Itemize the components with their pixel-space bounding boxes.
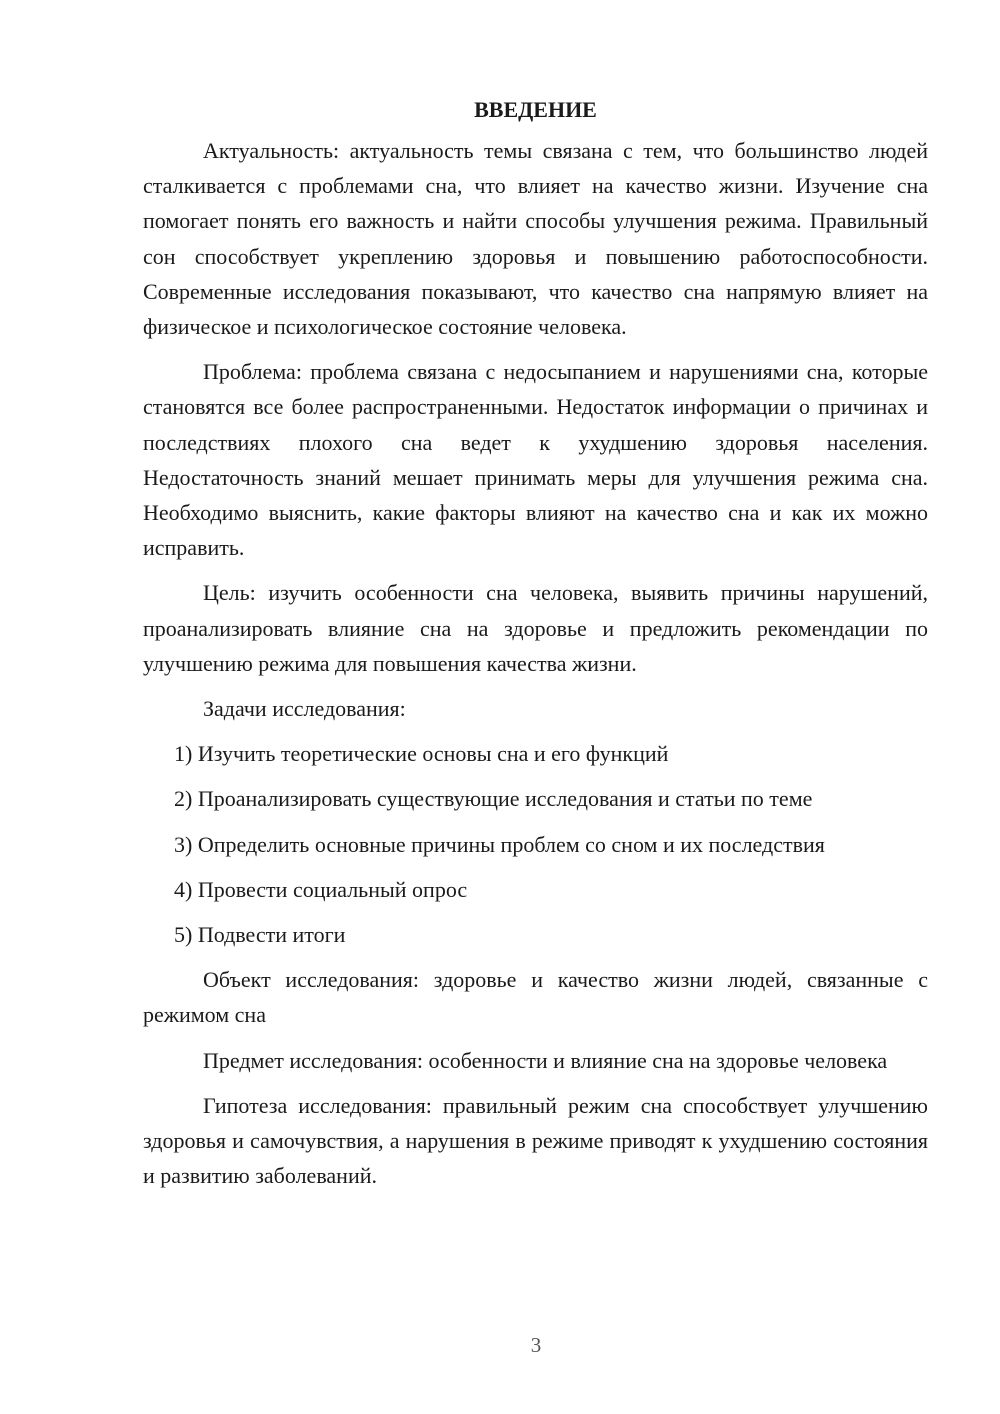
list-item: 3) Определить основные причины проблем со сном и их последствия (174, 831, 825, 857)
tasks-list (143, 736, 928, 952)
hypothesis-paragraph: Гипотеза исследования: правильный режим сна способствует улучшению здоровья и самочувствия, а нарушения в режиме приводят к ухудшению состояния и развитию заболеваний. (143, 1092, 928, 1189)
document-page (143, 92, 928, 1193)
object-paragraph: Объект исследования: здоровье и качество жизни людей, связанные с режимом сна (143, 967, 928, 1028)
page-number: 3 (530, 1333, 542, 1357)
tasks-title: Задачи исследования: (203, 696, 406, 722)
list-item: 4) Провести социальный опрос (174, 876, 468, 902)
list-item: 2) Проанализировать существующие исследования и статьи по теме (174, 786, 813, 812)
section-heading: ВВЕДЕНИЕ (474, 97, 597, 122)
goal-paragraph: Цель: изучить особенности сна человека, выявить причины нарушений, проанализировать влияние сна на здоровье и предложить рекомендации по улучшению режима для повышения качества жизни. (143, 580, 928, 676)
list-item: 1) Изучить теоретические основы сна и его функций (174, 741, 669, 767)
problem-paragraph: Проблема: проблема связана с недосыпанием и нарушениями сна, которые становятся все более распространенными. Недостаток информации о причинах и последствиях плохого сна ведет к ухудшению здоровья населения. Недостаточность знаний мешает принимать меры для улучшения режима сна. Необходимо выяснить, какие факторы влияют на качество сна и как их можно исправить. (143, 359, 928, 561)
subject-paragraph: Предмет исследования: особенности и влияние сна на здоровье человека (203, 1047, 888, 1073)
list-item: 5) Подвести итоги (174, 922, 346, 948)
relevance-paragraph: Актуальность: актуальность темы связана с тем, что большинство людей сталкивается с проблемами сна, что влияет на качество жизни. Изучение сна помогает понять его важность и найти способы улучшения режима. Правильный сон способствует укреплению здоровья и повышению работоспособности. Современные исследования показывают, что качество сна напрямую влияет на физическое и психологическое состояние человека. (143, 138, 928, 340)
